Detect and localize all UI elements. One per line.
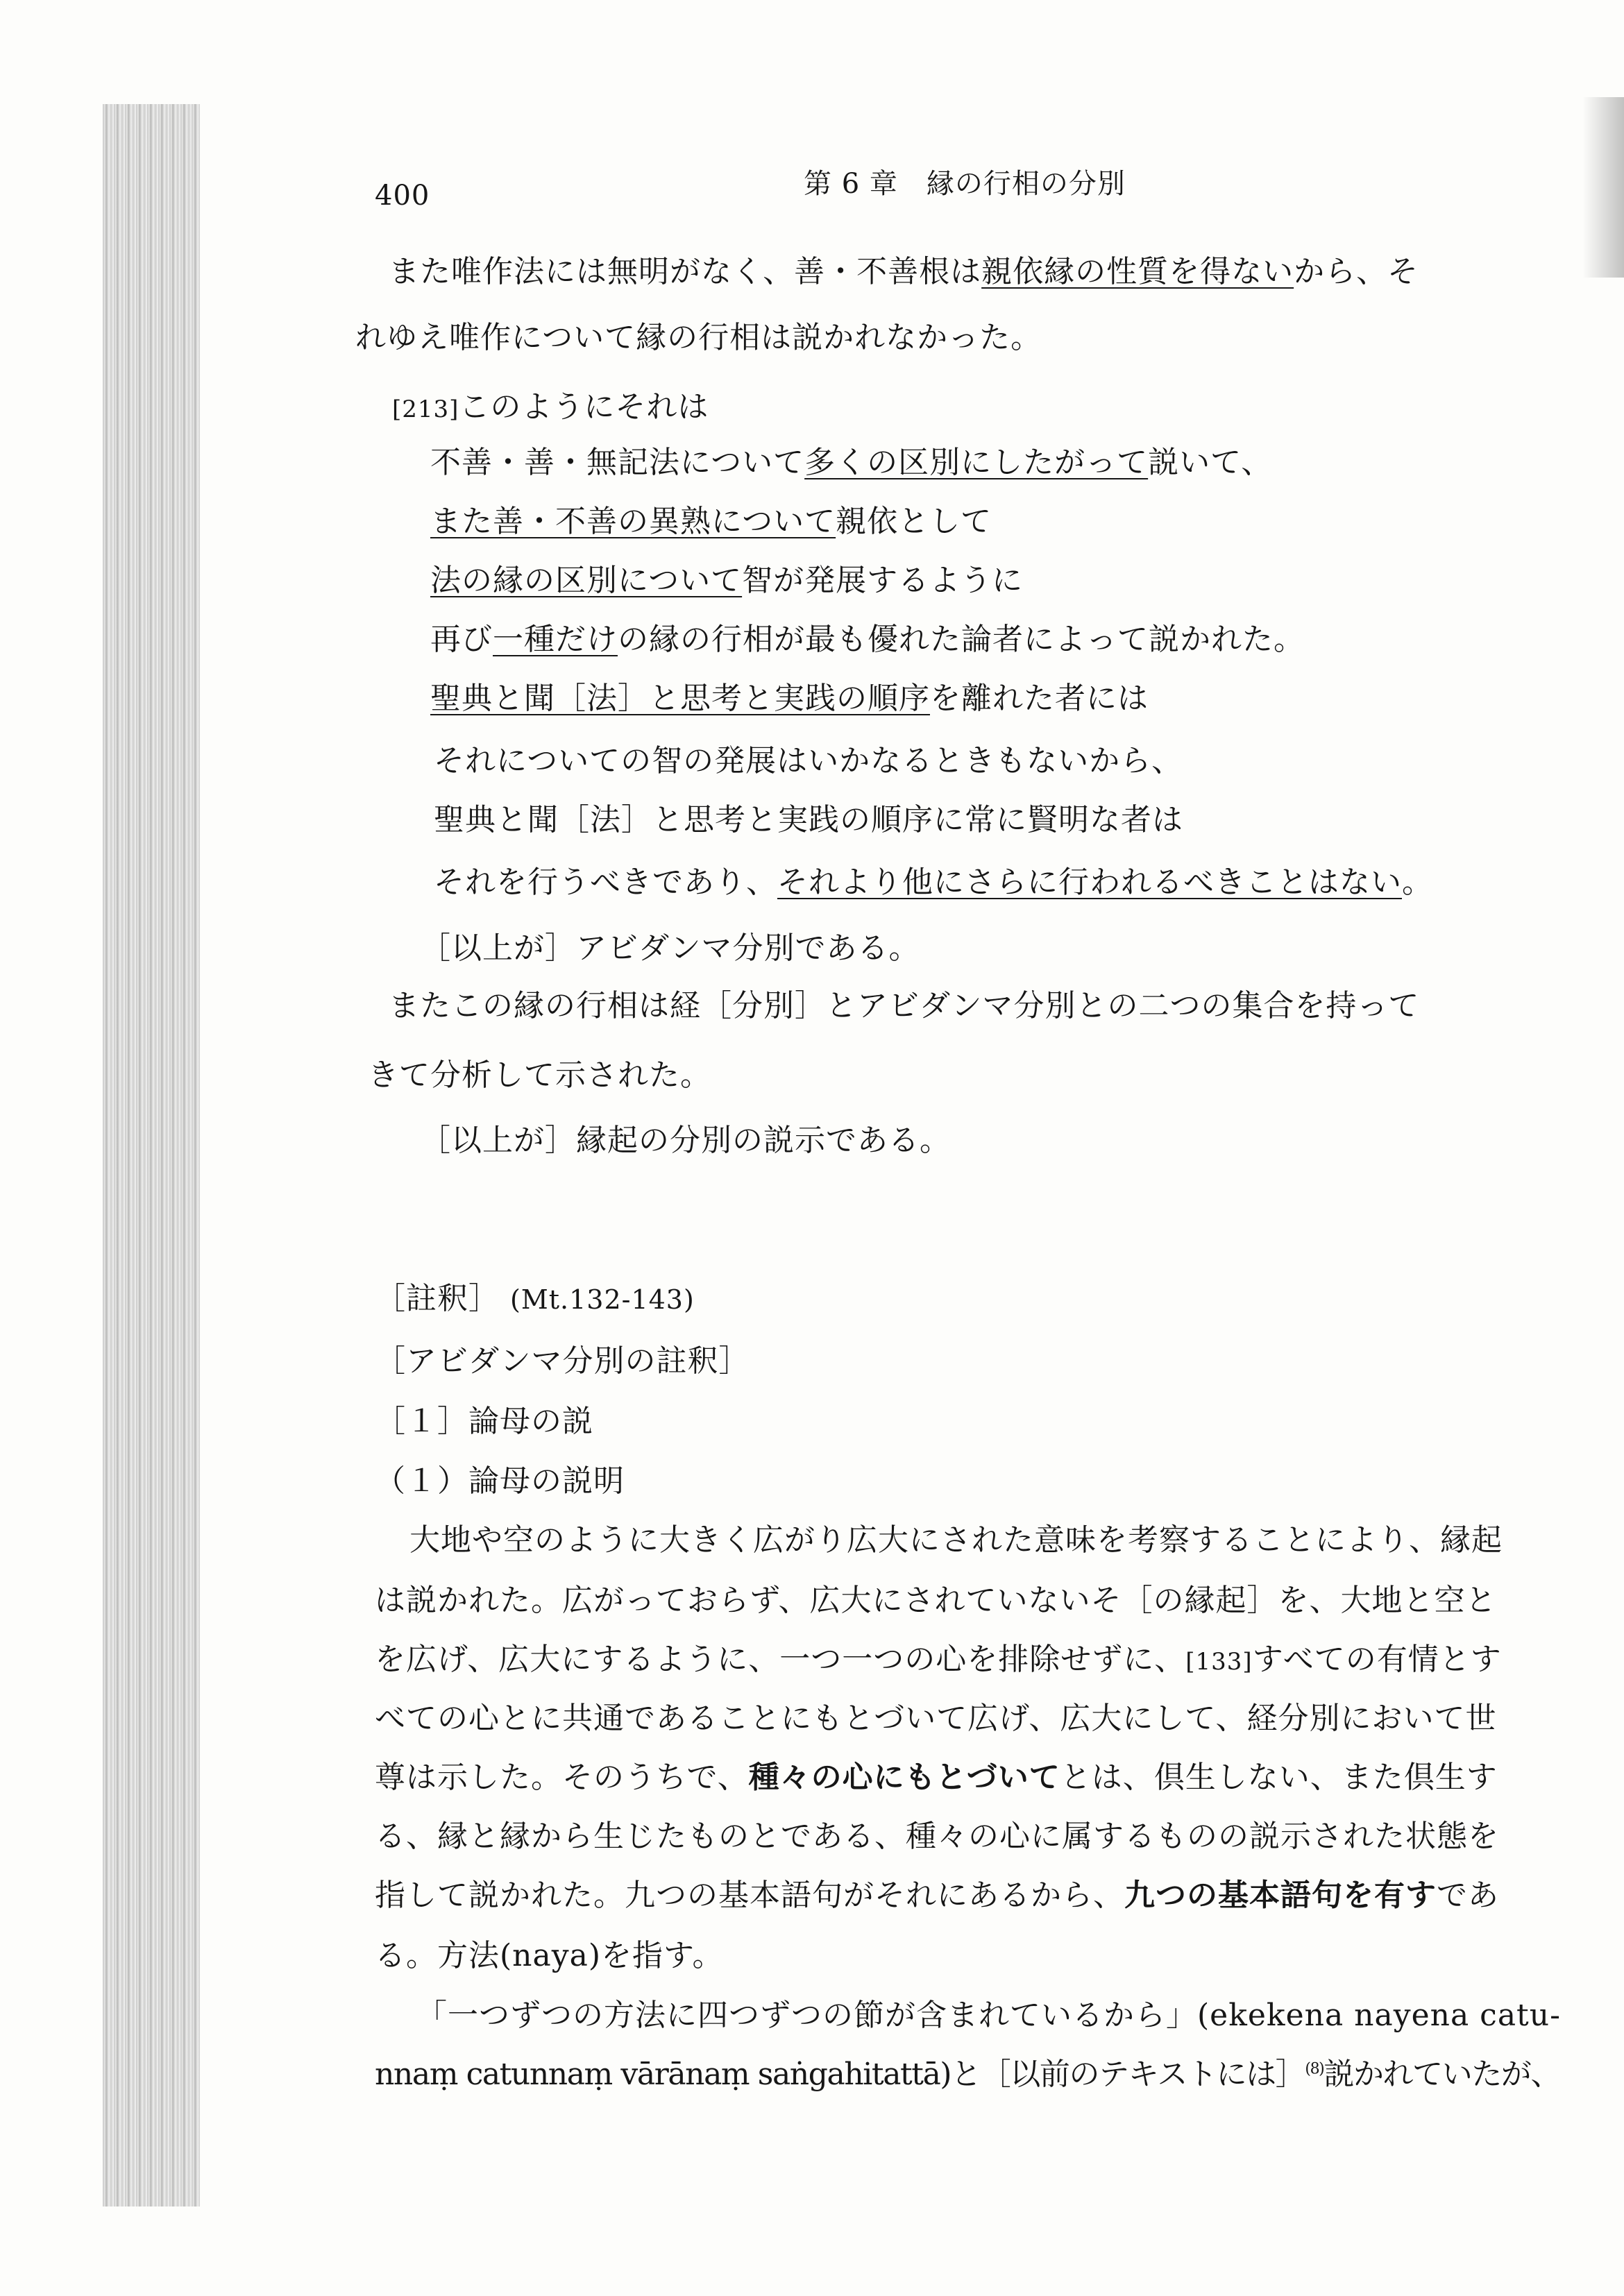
verse-line: それを行うべきであり、それより他にさらに行われるべきことはない。 xyxy=(434,865,1433,900)
body-line: べての心とに共通であることにもとづいて広げ、広大にして、経分別において世 xyxy=(375,1701,1497,1736)
body-line: る。方法(naya)を指す。 xyxy=(375,1938,724,1973)
text-line: またこの縁の行相は経［分別］とアビダンマ分別との二つの集合を持って xyxy=(389,988,1420,1023)
verse-line: 聖典と聞［法］と思考と実践の順序に常に賢明な者は xyxy=(434,802,1183,837)
page-number: 400 xyxy=(375,180,430,212)
text-line: また唯作法には無明がなく、善・不善根は親依縁の性質を得ないから、そ xyxy=(389,254,1419,289)
text-line: きて分析して示された。 xyxy=(368,1057,711,1093)
text-line: ［以上が］縁起の分別の説示である。 xyxy=(420,1123,951,1158)
text-line: ［以上が］アビダンマ分別である。 xyxy=(420,930,920,966)
body-line: 尊は示した。そのうちで、種々の心にもとづいてとは、倶生しない、また倶生す xyxy=(375,1760,1498,1795)
text-line: [213]このようにそれは xyxy=(392,389,709,425)
body-line: nnaṃ catunnaṃ vārānaṃ saṅgahitattā)と［以前のテキストには］$^{(8)}$説かれていたが、 xyxy=(375,2057,1561,2092)
body-line: 「一つずつの方法に四つずつの節が含まれているから」(ekekena nayena catu- xyxy=(416,1998,1561,2033)
verse-line: 不善・善・無記法について多くの区別にしたがって説いて、 xyxy=(430,445,1273,480)
verse-line: それについての智の発展はいかなるときもないから、 xyxy=(434,743,1183,779)
verse-line: 再び一種だけの縁の行相が最も優れた論者によって説かれた。 xyxy=(430,622,1305,657)
body-line: る、縁と縁から生じたものとである、種々の心に属するものの説示された状態を xyxy=(375,1819,1499,1854)
section-heading: ［アビダンマ分別の註釈］ xyxy=(375,1343,750,1379)
chapter-header: 第 6 章 縁の行相の分別 xyxy=(804,168,1126,200)
body-line: 大地や空のように大きく広がり広大にされた意味を考察することにより、縁起 xyxy=(409,1522,1503,1558)
section-heading: ［１］論母の説 xyxy=(375,1404,593,1439)
verse-line: 聖典と聞［法］と思考と実践の順序を離れた者には xyxy=(430,681,1149,716)
page-edge-shadow xyxy=(1582,97,1624,278)
binding-shadow xyxy=(103,104,200,2206)
verse-line: 法の縁の区別について智が発展するように xyxy=(430,563,1024,598)
body-line: を広げ、広大にするように、一つ一つの心を排除せずに、[133]すべての有情とす xyxy=(375,1642,1502,1677)
text-line: れゆえ唯作について縁の行相は説かれなかった。 xyxy=(355,320,1042,355)
commentary-heading: ［註釈］ (Mt.132-143) xyxy=(375,1281,695,1316)
body-line: 指して説かれた。九つの基本語句がそれにあるから、九つの基本語句を有すであ xyxy=(375,1878,1499,1913)
section-heading: （１）論母の説明 xyxy=(375,1463,625,1499)
body-line: は説かれた。広がっておらず、広大にされていないそ［の縁起］を、大地と空と xyxy=(375,1583,1497,1618)
verse-line: また善・不善の異熟について親依として xyxy=(430,504,992,539)
